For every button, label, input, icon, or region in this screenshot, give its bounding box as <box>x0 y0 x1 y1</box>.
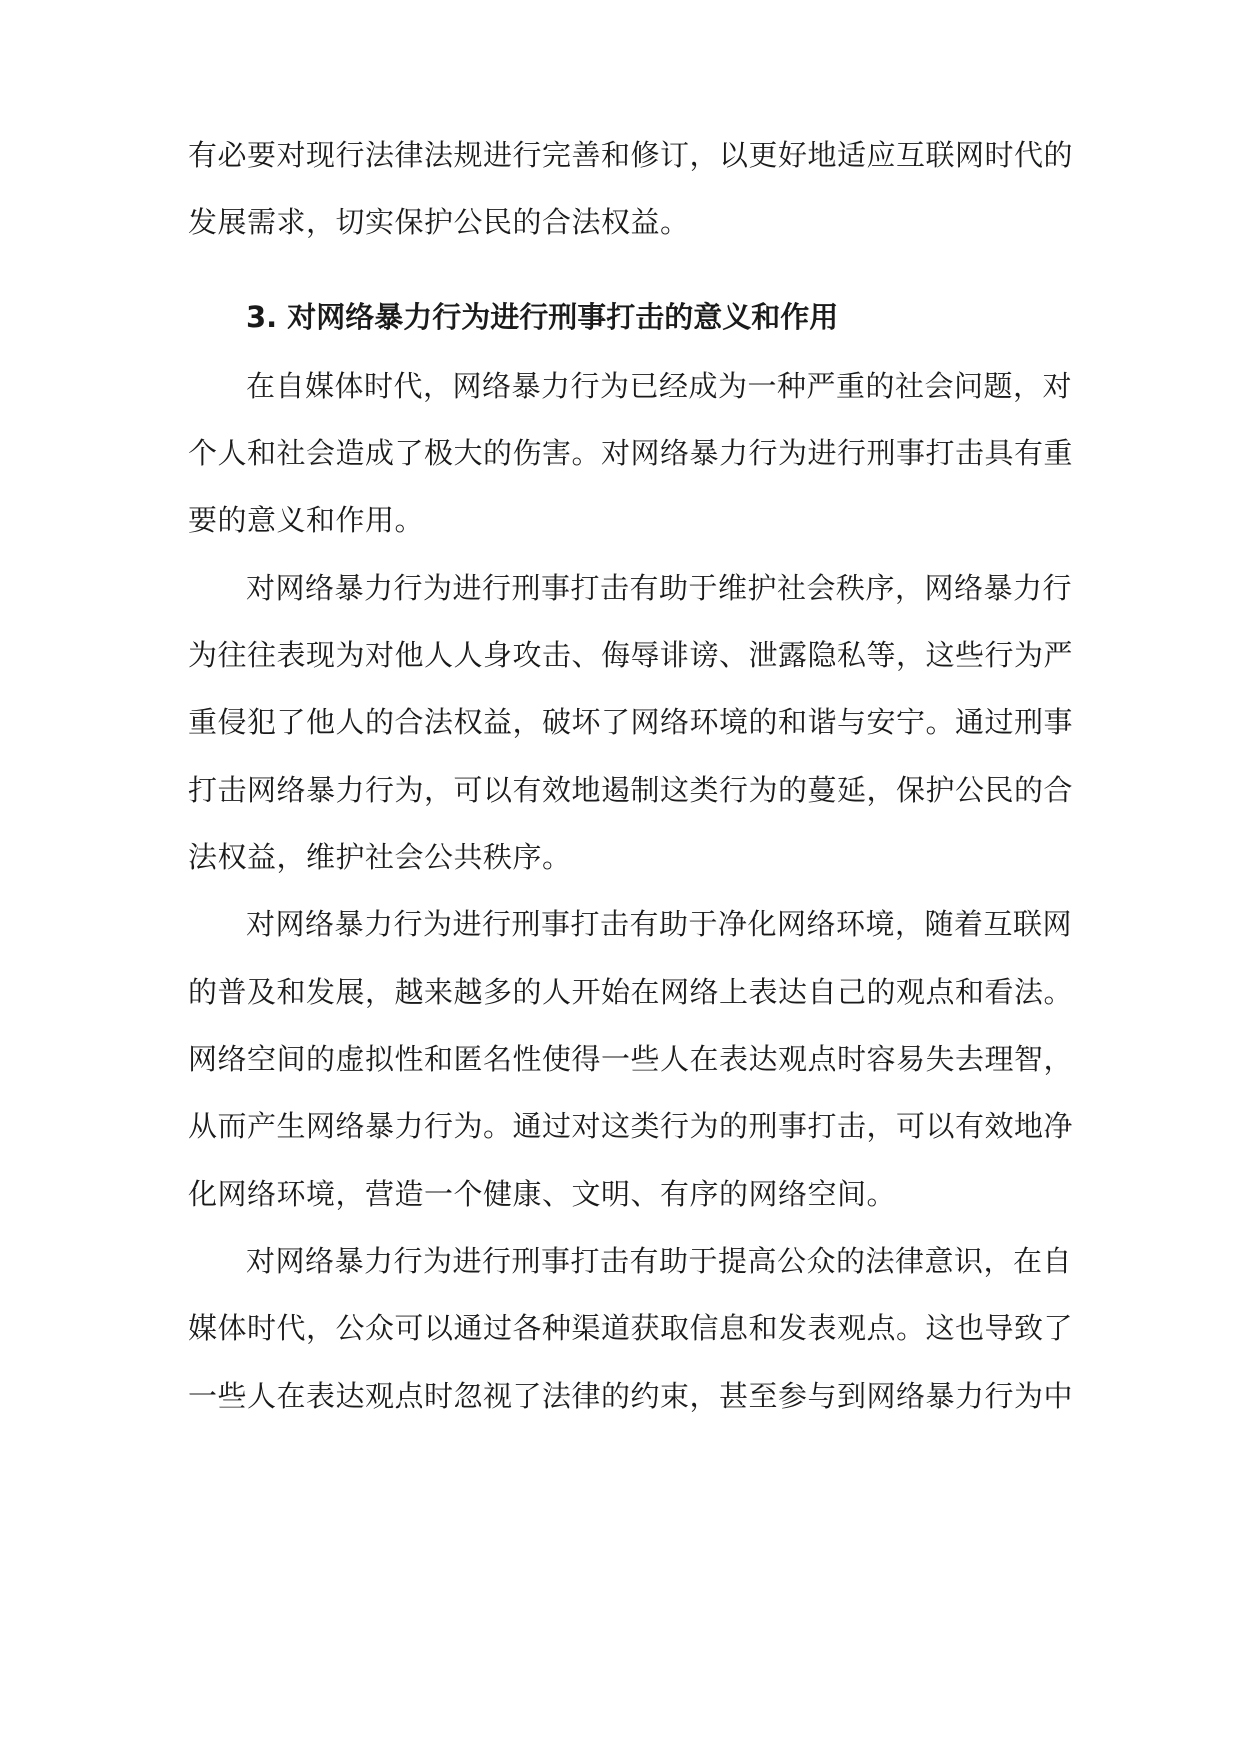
paragraph-line: 有必要对现行法律法规进行完善和修订，以更好地适应互联网时代的 <box>188 138 1074 172</box>
paragraph-line: 化网络环境，营造一个健康、文明、有序的网络空间。 <box>188 1177 897 1211</box>
paragraph-line: 在自媒体时代，网络暴力行为已经成为一种严重的社会问题，对 <box>246 369 1073 403</box>
paragraph-line: 发展需求，切实保护公民的合法权益。 <box>188 205 690 239</box>
paragraph-line: 从而产生网络暴力行为。通过对这类行为的刑事打击，可以有效地净 <box>188 1109 1074 1143</box>
paragraph-line: 为往往表现为对他人人身攻击、侮辱诽谤、泄露隐私等，这些行为严 <box>188 638 1074 672</box>
paragraph-line: 一些人在表达观点时忽视了法律的约束，甚至参与到网络暴力行为中 <box>188 1379 1074 1413</box>
paragraph-line: 对网络暴力行为进行刑事打击有助于提高公众的法律意识，在自 <box>246 1244 1073 1278</box>
paragraph-line: 网络空间的虚拟性和匿名性使得一些人在表达观点时容易失去理智， <box>188 1042 1074 1076</box>
paragraph-line: 打击网络暴力行为，可以有效地遏制这类行为的蔓延，保护公民的合 <box>188 773 1074 807</box>
paragraph-line: 对网络暴力行为进行刑事打击有助于净化网络环境，随着互联网 <box>246 907 1073 941</box>
paragraph-line: 媒体时代，公众可以通过各种渠道获取信息和发表观点。这也导致了 <box>188 1311 1074 1345</box>
section-heading: 3. 对网络暴力行为进行刑事打击的意义和作用 <box>246 300 839 334</box>
paragraph-line: 的普及和发展，越来越多的人开始在网络上表达自己的观点和看法。 <box>188 975 1074 1009</box>
paragraph-line: 要的意义和作用。 <box>188 503 425 537</box>
paragraph-line: 法权益，维护社会公共秩序。 <box>188 840 572 874</box>
paragraph-line: 对网络暴力行为进行刑事打击有助于维护社会秩序，网络暴力行 <box>246 571 1073 605</box>
paragraph-line: 个人和社会造成了极大的伤害。对网络暴力行为进行刑事打击具有重 <box>188 436 1074 470</box>
paragraph-line: 重侵犯了他人的合法权益，破坏了网络环境的和谐与安宁。通过刑事 <box>188 705 1074 739</box>
